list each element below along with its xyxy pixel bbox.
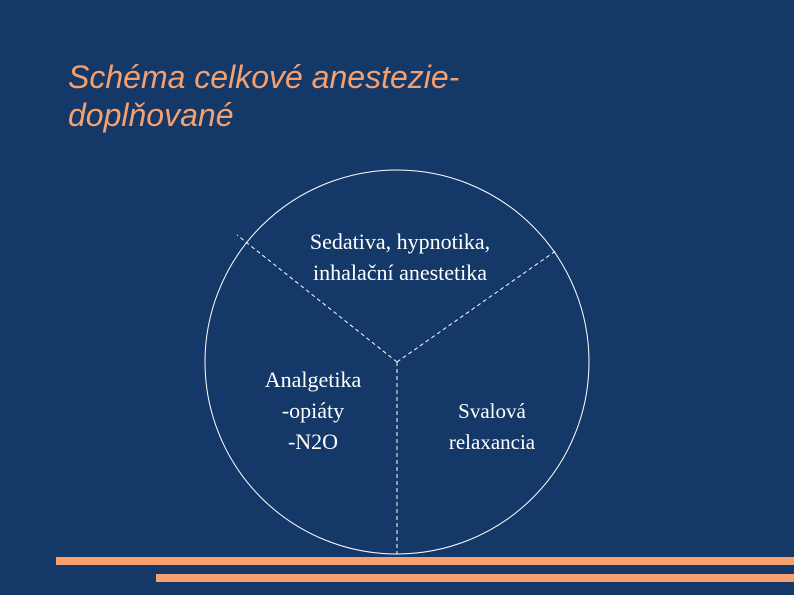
decorative-bar-top: [56, 557, 794, 565]
slide-title-line-1: Schéma celkové anestezie-: [68, 59, 460, 95]
segment-muscle-relaxants-line-1: Svalová: [458, 399, 526, 423]
segment-sedatives-line-2: inhalační anestetika: [312, 260, 488, 285]
segment-muscle-relaxants: [412, 396, 572, 458]
segment-muscle-relaxants-line-2: relaxancia: [448, 430, 536, 454]
segment-analgesics-line-2: -opiáty: [281, 398, 345, 423]
segment-analgesics: [218, 364, 408, 457]
segment-sedatives-line-1: Sedativa, hypnotika,: [309, 229, 491, 254]
segment-sedatives: [250, 226, 550, 288]
decorative-bar-bottom: [156, 574, 794, 582]
segment-analgesics-line-1: Analgetika: [264, 367, 362, 392]
slide-title-line-2: doplňované: [68, 97, 234, 133]
segment-analgesics-line-3: -N2O: [287, 429, 339, 454]
